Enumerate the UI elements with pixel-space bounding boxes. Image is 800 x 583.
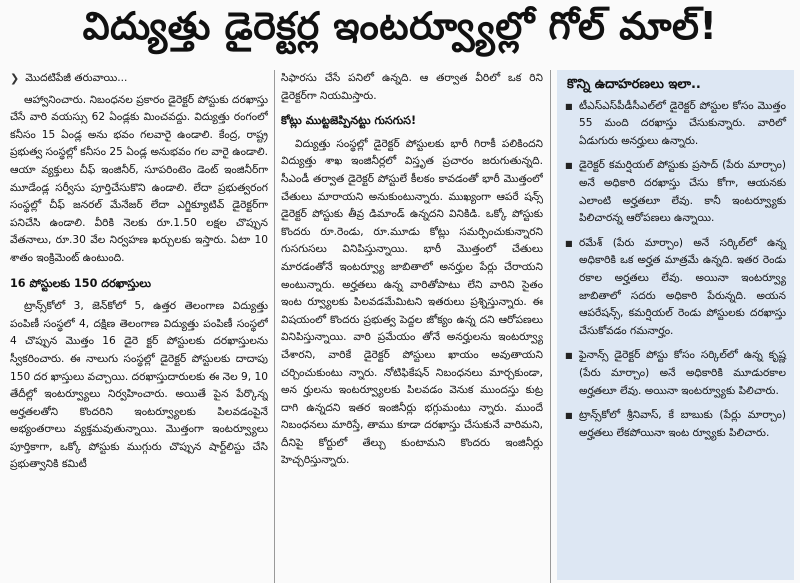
box-title: కొన్ని ఉదాహరణలు ఇలా.. [567,77,701,92]
column-1 [10,70,268,580]
sidebar-box [557,70,794,580]
bullet-item: ■ ఫైనాన్స్ డైరెక్టర్ పోస్టు కోసం సర్కిల్‌లో ఉన్న కృష్ణ (పేరు మార్చాం) అనే అధికారికి మూడురకాల అర్హతలూ లేవు. అయినా ఇంటర్వ్యూకు పిలిచారు. [565,347,786,400]
continuation-label: మొదటిపేజీ తరువాయి... [25,72,128,84]
column-divider [550,70,551,583]
paragraph: విద్యుత్తు సంస్థల్లో డైరెక్టర్ పోస్టులకు భారీ గిరాకీ పలికిందని విద్యుత్తు శాఖ ఇంజినీర్లలో విస్తృత ప్రచారం జరుగుతున్నది. సీఎండీ తర్వాత డైరెక్టర్ పోస్టులే కీలకం కావడంతో భారీ మొత్తంలో చేతులు మారాయని అనుకుంటున్నారు. ముఖ్యంగా ఆపరే షన్స్ డైరెక్టర్ పోస్టుకు తీవ్ర డిమాండ్ ఉన్నదని వినికిడి. ఒక్కో పోస్టుకు కొందరు రూ.రెండు, రూ.మూడు కోట్లు సమర్పించుకున్నారని గుసగుసలు వినిపిస్తున్నాయి. భారీ మొత్తంలో చేతులు మారడంతోనే ఇంటర్వ్యూ జాబితాలో అనర్హుల పేర్లు చేరాయని అంటున్నారు. అర్హతలు ఉన్న వారితోపాటు లేని వారిని సైతం ఇంట ర్వ్యూలకు పిలవడమేమిటని ఇతరులు ప్రశ్నిస్తున్నారు. ఈ విషయంలో కొందరు ప్రభుత్వ పెద్దల జోక్యం ఉన్న దని ఆరోపణలు వినిపిస్తున్నాయి. వారి ప్రమేయం తోనే అనర్హులను ఇంటర్వ్యూ చేశారని, వారికే డైరెక్టర్ పోస్టులు ఖాయం అవుతాయని చర్చించుకుంటు న్నారు. నోటిఫికేషన్ నిబంధనలు మార్చకుండా, అన ర్హులను ఇంటర్వ్యూలకు పిలవడం వెనుక ముందస్తు కుట్ర దాగి ఉన్నదని ఇతర ఇంజినీర్లు భగ్గుమంటు న్నారు. ముందే నిబంధనలు మారిస్తే, తాము కూడా దరఖాస్తు చేసుకునే వారిమని, దీనిపై కోర్టులో తేల్చు కుంటామని కొందరు ఇంజినీర్లు హెచ్చరిస్తున్నారు. [281,137,543,467]
column-divider [274,70,275,583]
bullet-item: ■ రమేశ్ (పేరు మార్చాం) అనే సర్కిల్‌లో ఉన్న అధికారికి ఒక అర్హత మాత్రమే ఉన్నది. ఇతర రెండు రకాల అర్హతలు లేవు. అయినా ఇంటర్వ్యూ జాబితాలో సదరు అధికారి పేరున్నది. అయన ఆపరేషన్స్, కమర్షియల్ రెండు పోస్టులకు దరఖాస్తు చేసుకోవడం గమనార్హం. [565,235,786,341]
subheading: 16 పోస్టులకు 150 దరఖాస్తులు [10,276,152,290]
chevron-right-icon: ❯ [10,72,20,85]
bullet-item: ■ డైరెక్టర్ కమర్షియల్ పోస్టుకు ప్రసాద్ (పేరు మార్చాం) అనే అధికారి దరఖాస్తు చేసు కోగా, ఆయనకు ఎలాంటి అర్హతలూ లేవు. కానీ ఇంటర్వ్యూకు పిలిచారన్న ఆరోపణలు ఉన్నాయి. [565,157,786,227]
headline: విద్యుత్తు డైరెక్టర్ల ఇంటర్వ్యూల్లో గోల్ మాల్! [82,4,718,48]
paragraph: ట్రాన్స్‌కోలో 3, జెన్‌కోలో 5, ఉత్తర తెలంగాణ విద్యుత్తు పంపిణీ సంస్థలో 4, దక్షిణ తెలంగాణ విద్యుత్తు పంపిణీ సంస్థలో 4 చొప్పున మొత్తం 16 డైరె క్టర్ పోస్టులకు దరఖాస్తులను స్వీకరించారు. ఈ నాలుగు సంస్థల్లో డైరెక్టర్ పోస్టులకు దాదాపు 150 దర ఖాస్తులు వచ్చాయి. దరఖాస్తుదారులకు ఈ నెల 9, 10 తేదీల్లో ఇంటర్వ్యూలు నిర్వహించారు. అయితే పైన పేర్కొన్న అర్హతలతోని కొందరిని ఇంటర్వ్యూలకు పిలవడంపైనే అభ్యంతరాలు వ్యక్తమవుతున్నాయి. మొత్తంగా ఇంటర్వ్యూలు పూర్తికాగా, ఒక్కో పోస్టుకు ముగ్గురు చొప్పున షార్ట్‌లిస్టు చేసి ప్రభుత్వానికి కమిటీ [10,300,268,471]
bullet-list [557,98,794,443]
continuation-marker [10,70,268,88]
bullet-item: ■ టీఎస్‌ఎస్‌పీడీసీఎల్‌లో డైరెక్టర్ పోస్టుల కోసం మొత్తం 55 మంది దరఖాస్తు చేసుకున్నారు. వారిలో ఏడుగురు అనర్హులు ఉన్నారు. [565,98,786,151]
subheading: కోట్లు ముట్టజెప్పినట్టు గుసగుస! [281,114,417,128]
column-2 [281,70,543,580]
article-columns [6,70,794,583]
paragraph: ఆహ్వానించారు. నిబంధనల ప్రకారం డైరెక్టర్ పోస్టుకు దరఖాస్తు చేసే వారి వయస్సు 62 ఏండ్లకు మించవద్దు. విద్యుత్తు రంగంలో కనీసం 15 ఏండ్ల అను భవం గలవారై ఉండాలి. కేంద్ర, రాష్ట్ర ప్రభుత్వ సంస్థల్లో కనీసం 25 ఏండ్ల అనుభవం గల వారై ఉండాలి. ఆయా వ్యక్తులు చీఫ్ ఇంజినీర్, సూపరింటెం డెంట్ ఇంజినీర్‌గా మూడేండ్ల సర్వీసు పూర్తిచేసుకొని ఉండాలి. లేదా ప్రభుత్వరంగ సంస్థల్లో చీఫ్ జనరల్ మేనేజర్ లేదా ఎగ్జిక్యూటివ్ డైరెక్టర్‌గా పనిచేసి ఉండాలి. వీరికి నెలకు రూ.1.50 లక్షల చొప్పున వేతనాలు, రూ.30 వేల నిర్వహణ ఖర్చులకు ఇస్తారు. ఏటా 10 శాతం ఇంక్రిమెంట్ ఉంటుంది. [10,93,268,264]
bullet-item: ■ ట్రాన్స్‌కోలో శ్రీనివాస్, కే బాబుకు (పేర్లు మార్చాం) అర్హతలు లేకపోయినా ఇంట ర్వ్యూకు పిలిచారు. [565,407,786,442]
paragraph: సిఫారసు చేసే పనిలో ఉన్నది. ఆ తర్వాత వీరిలో ఒక రిని డైరెక్టర్‌గా నియమిస్తారు. [281,72,543,102]
